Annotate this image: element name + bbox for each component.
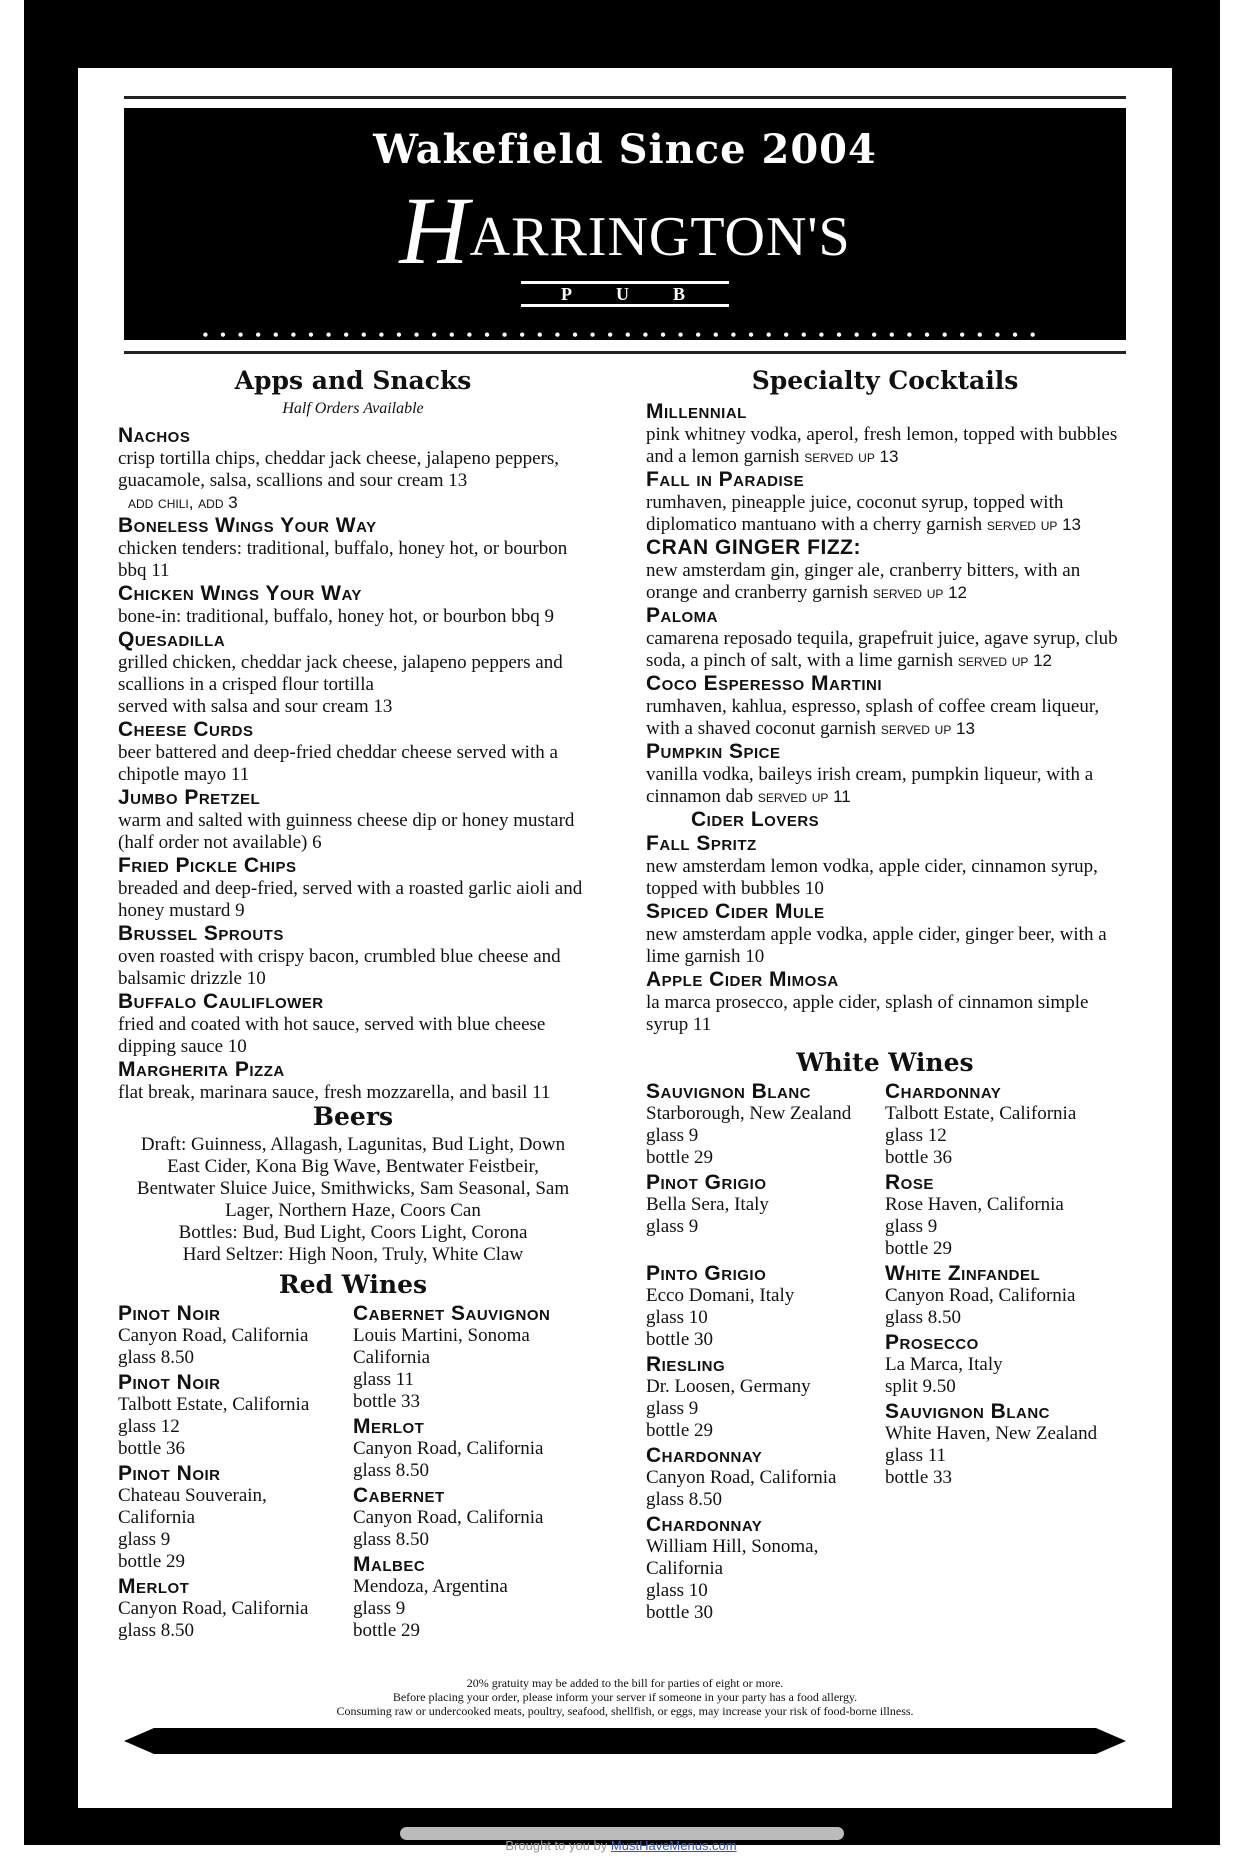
wine-name: Pinto Grigio: [646, 1262, 767, 1285]
apps-subtitle: Half Orders Available: [282, 400, 424, 417]
wine-detail: glass 9: [646, 1398, 699, 1419]
beers-bottles: Bottles: Bud, Bud Light, Coors Light, Corona: [178, 1222, 528, 1243]
wine-detail: La Marca, Italy: [885, 1354, 1003, 1375]
cocktail-name: Fall in Paradise: [646, 468, 805, 491]
wine-detail: bottle 30: [646, 1602, 714, 1623]
left-column: [118, 366, 588, 1644]
menu-item: [118, 514, 588, 582]
item-name: Jumbo Pretzel: [118, 786, 261, 809]
white-wine-item: [646, 1513, 885, 1624]
cocktail-ingredients: new amsterdam gin, ginger ale, cranberry bitters, with an orange and cranberry garnish: [646, 560, 1081, 603]
wine-detail: glass 9: [353, 1598, 406, 1619]
menu-item: [118, 628, 588, 718]
food-safety-note: Consuming raw or undercooked meats, poultry, seafood, shellfish, or eggs, may increase your risk of food-borne illness.: [336, 1704, 914, 1718]
red-wines-left: [118, 1302, 353, 1644]
wine-detail: Rose Haven, California: [885, 1194, 1064, 1215]
cocktail-item: [646, 468, 1124, 536]
allergy-note: Before placing your order, please inform your server if someone in your party has a food allergy.: [392, 1690, 858, 1704]
wine-name: Riesling: [646, 1353, 726, 1376]
wine-name: Pinot Noir: [118, 1371, 221, 1394]
wine-name: Chardonnay: [646, 1513, 763, 1536]
cider-item: [646, 968, 1124, 1036]
menu-item: [118, 854, 588, 922]
item-description: beer battered and deep-fried cheddar cheese served with a chipotle mayo 11: [118, 742, 558, 785]
red-wine-item: [118, 1462, 353, 1573]
wine-detail: glass 8.50: [353, 1529, 429, 1550]
cocktail-description: [646, 628, 1124, 672]
wine-name: Malbec: [353, 1553, 426, 1576]
wine-name: Chardonnay: [885, 1080, 1002, 1103]
cocktail-description: [646, 492, 1124, 536]
wine-detail: glass 9: [118, 1529, 171, 1550]
item-description: fried and coated with hot sauce, served with blue cheese dipping sauce 10: [118, 1014, 546, 1057]
white-wine-item: [885, 1331, 1124, 1398]
wine-detail: glass 12: [885, 1125, 947, 1146]
banner-bottom-rule: [124, 351, 1126, 354]
item-description: chicken tenders: traditional, buffalo, honey hot, or bourbon bbq 11: [118, 538, 568, 581]
menu-item: [118, 582, 588, 628]
item-name: Buffalo Cauliflower: [118, 990, 324, 1013]
wine-detail: glass 8.50: [353, 1460, 429, 1481]
wine-detail: Starborough, New Zealand: [646, 1103, 852, 1124]
top-rule: [124, 96, 1126, 99]
white-wine-item: [646, 1444, 885, 1511]
cocktail-description: [646, 764, 1124, 808]
wine-detail: glass 12: [118, 1416, 180, 1437]
wine-detail: Canyon Road, California: [353, 1507, 544, 1528]
wine-detail: bottle 29: [646, 1147, 714, 1168]
wine-name: Rose: [885, 1171, 934, 1194]
cocktail-serving-price: served up 13: [804, 447, 899, 466]
menu-item: [118, 424, 588, 514]
item-name: Boneless Wings Your Way: [118, 514, 377, 537]
beers-seltzer: Hard Seltzer: High Noon, Truly, White Claw: [182, 1244, 524, 1265]
item-description: bone-in: traditional, buffalo, honey hot, or bourbon bbq 9: [118, 606, 555, 627]
cider-description: new amsterdam apple vodka, apple cider, ginger beer, with a lime garnish 10: [646, 924, 1107, 967]
wine-detail: California: [353, 1347, 431, 1368]
cocktail-ingredients: vanilla vodka, baileys irish cream, pumpkin liqueur, with a cinnamon dab: [646, 764, 1094, 807]
cocktail-ingredients: pink whitney vodka, aperol, fresh lemon, topped with bubbles and a lemon garnish: [646, 424, 1118, 467]
white-wine-item: [646, 1262, 885, 1351]
wine-name: White Zinfandel: [885, 1262, 1041, 1285]
wine-detail: glass 10: [646, 1580, 708, 1601]
cider-item: [646, 832, 1124, 900]
red-wine-item: [353, 1484, 588, 1551]
menu-item: [118, 990, 588, 1058]
cocktail-name: Pumpkin Spice: [646, 740, 781, 763]
item-name: Brussel Sprouts: [118, 922, 284, 945]
wine-name: Sauvignon Blanc: [646, 1080, 812, 1103]
cocktail-serving-price: served up 12: [872, 583, 967, 602]
item-name: Cheese Curds: [118, 718, 254, 741]
wine-detail: glass 10: [646, 1307, 708, 1328]
red-wine-item: [353, 1553, 588, 1642]
cocktail-name: Millennial: [646, 400, 747, 423]
white-wine-item: [885, 1080, 1124, 1169]
wine-detail: bottle 33: [885, 1467, 953, 1488]
logo: [124, 177, 1126, 284]
wine-detail: Ecco Domani, Italy: [646, 1285, 795, 1306]
logo-initial: H: [399, 177, 470, 284]
wine-detail: California: [118, 1507, 196, 1528]
credit-prefix: Brought to you by: [505, 1838, 608, 1853]
cocktail-list: [646, 400, 1124, 808]
wine-detail: Talbott Estate, California: [118, 1394, 310, 1415]
cider-heading: Cider Lovers: [691, 808, 820, 831]
wine-detail: glass 8.50: [118, 1620, 194, 1641]
cider-description: new amsterdam lemon vodka, apple cider, cinnamon syrup, topped with bubbles 10: [646, 856, 1098, 899]
wine-detail: bottle 29: [885, 1238, 953, 1259]
red-wine-item: [353, 1415, 588, 1482]
cocktail-item: [646, 536, 1124, 604]
cider-name: Apple Cider Mimosa: [646, 968, 839, 991]
wine-name: Cabernet Sauvignon: [353, 1302, 551, 1325]
logo-name: ARRINGTON'S: [469, 206, 851, 268]
wine-name: Merlot: [118, 1575, 190, 1598]
wine-detail: Louis Martini, Sonoma: [353, 1325, 530, 1346]
menu-item: [118, 786, 588, 854]
item-description: grilled chicken, cheddar jack cheese, jalapeno peppers and scallions in a crisped flour tortilla: [118, 652, 563, 695]
cocktail-serving-price: served up 12: [957, 651, 1053, 670]
item-addon: add chili, add 3: [128, 493, 238, 512]
wine-detail: bottle 29: [118, 1551, 186, 1572]
white-wines-title: White Wines: [796, 1048, 974, 1077]
wine-name: Pinot Noir: [118, 1462, 221, 1485]
cocktail-description: [646, 560, 1124, 604]
footer-notes: [124, 1676, 1126, 1718]
wine-detail: glass 8.50: [646, 1489, 722, 1510]
white-wines-grid: [646, 1080, 1124, 1626]
wine-detail: Canyon Road, California: [118, 1325, 309, 1346]
beers-draft: Draft: Guinness, Allagash, Lagunitas, Bud Light, Down East Cider, Kona Big Wave, Bentwater Feistbeir, Bentwater Sluice Juice, Smithwicks, Sam Seasonal, Sam Lager, Northern Haze, Coors Can: [136, 1134, 570, 1221]
wine-detail: Chateau Souverain,: [118, 1485, 267, 1506]
cider-item: [646, 900, 1124, 968]
white-wine-item: [646, 1171, 885, 1238]
white-wines-left: [646, 1080, 885, 1626]
menu-item: [118, 1058, 588, 1104]
wine-detail: glass 8.50: [885, 1307, 961, 1328]
item-name: Chicken Wings Your Way: [118, 582, 362, 605]
cider-name: Fall Spritz: [646, 832, 757, 855]
wine-detail: bottle 33: [353, 1391, 421, 1412]
item-name: Margherita Pizza: [118, 1058, 285, 1081]
wine-detail: Bella Sera, Italy: [646, 1194, 769, 1215]
wine-detail: Talbott Estate, California: [885, 1103, 1077, 1124]
right-column: [646, 366, 1124, 1626]
wine-name: Merlot: [353, 1415, 425, 1438]
red-wine-item: [118, 1575, 353, 1642]
cocktail-description: [646, 696, 1124, 740]
wine-name: Pinot Noir: [118, 1302, 221, 1325]
cocktail-item: [646, 400, 1124, 468]
logo-subtitle: PUB: [521, 281, 729, 307]
wine-detail: bottle 36: [885, 1147, 953, 1168]
cocktail-name: Coco Esperesso Martini: [646, 672, 883, 695]
wine-detail: Canyon Road, California: [118, 1598, 309, 1619]
item-name: Fried Pickle Chips: [118, 854, 297, 877]
cocktail-serving-price: served up 13: [986, 515, 1082, 534]
red-wine-item: [353, 1302, 588, 1413]
red-wine-item: [118, 1371, 353, 1460]
wine-detail: Dr. Loosen, Germany: [646, 1376, 811, 1397]
wine-detail: bottle 36: [118, 1438, 186, 1459]
cocktail-serving-price: served up 11: [757, 787, 851, 806]
wine-detail: glass 11: [885, 1445, 947, 1466]
item-description-extra: served with salsa and sour cream 13: [118, 696, 393, 717]
cocktails-title: Specialty Cocktails: [751, 366, 1019, 395]
cocktail-serving-price: served up 13: [880, 719, 975, 738]
wine-name: Prosecco: [885, 1331, 979, 1354]
item-description: crisp tortilla chips, cheddar jack cheese, jalapeno peppers, guacamole, salsa, scallions and sour cream 13: [118, 448, 560, 491]
wine-detail: California: [646, 1558, 724, 1579]
credit-line: [0, 1838, 1242, 1853]
wine-name: Chardonnay: [646, 1444, 763, 1467]
item-name: Quesadilla: [118, 628, 226, 651]
apps-title: Apps and Snacks: [234, 366, 472, 395]
cocktail-ingredients: rumhaven, pineapple juice, coconut syrup, topped with diplomatico mantuano with a cherry garnish: [646, 492, 1064, 535]
menu-item: [118, 718, 588, 786]
cocktail-name: Paloma: [646, 604, 718, 627]
wine-detail: bottle 29: [353, 1620, 421, 1641]
cocktail-description: [646, 424, 1124, 468]
apps-list: [118, 424, 588, 1104]
wine-detail: split 9.50: [885, 1376, 956, 1397]
item-description: warm and salted with guinness cheese dip or honey mustard (half order not available) 6: [118, 810, 575, 853]
gratuity-note: 20% gratuity may be added to the bill for parties of eight or more.: [466, 1676, 784, 1690]
red-wines-grid: [118, 1302, 588, 1644]
wine-detail: White Haven, New Zealand: [885, 1423, 1098, 1444]
wine-detail: bottle 30: [646, 1329, 714, 1350]
white-wines-right: [885, 1080, 1124, 1626]
white-wine-item: [885, 1171, 1124, 1260]
wine-detail: Canyon Road, California: [646, 1467, 837, 1488]
wine-detail: William Hill, Sonoma,: [646, 1536, 819, 1557]
wine-detail: glass 8.50: [118, 1347, 194, 1368]
wine-name: Pinot Grigio: [646, 1171, 767, 1194]
white-wine-item: [646, 1080, 885, 1169]
item-description: breaded and deep-fried, served with a roasted garlic aioli and honey mustard 9: [118, 878, 583, 921]
item-description: oven roasted with crispy bacon, crumbled blue cheese and balsamic drizzle 10: [118, 946, 561, 989]
menu-item: [118, 922, 588, 990]
bottom-ornament-bar: [124, 1726, 1126, 1756]
wine-detail: bottle 29: [646, 1420, 714, 1441]
wine-name: Cabernet: [353, 1484, 445, 1507]
wine-detail: Canyon Road, California: [885, 1285, 1076, 1306]
wine-detail: Mendoza, Argentina: [353, 1576, 508, 1597]
wine-detail: glass 9: [885, 1216, 938, 1237]
white-wine-item: [885, 1262, 1124, 1329]
wine-detail: Canyon Road, California: [353, 1438, 544, 1459]
cocktail-ingredients: rumhaven, kahlua, espresso, splash of coffee cream liqueur, with a shaved coconut garnish: [646, 696, 1100, 739]
header-banner: [124, 108, 1126, 344]
wine-detail: glass 9: [646, 1125, 699, 1146]
item-description: flat break, marinara sauce, fresh mozzarella, and basil 11: [118, 1082, 551, 1103]
red-wines-right: [353, 1302, 588, 1644]
tagline: Wakefield Since 2004: [373, 126, 877, 173]
red-wines-title: Red Wines: [278, 1270, 428, 1299]
cocktail-ingredients: camarena reposado tequila, grapefruit juice, agave syrup, club soda, a pinch of salt, with a lime garnish: [646, 628, 1118, 671]
cider-description: la marca prosecco, apple cider, splash of cinnamon simple syrup 11: [646, 992, 1089, 1035]
white-wine-item: [646, 1353, 885, 1442]
cocktail-item: [646, 604, 1124, 672]
beers-title: Beers: [312, 1102, 394, 1131]
item-name: Nachos: [118, 424, 191, 447]
red-wine-item: [118, 1302, 353, 1369]
cider-name: Spiced Cider Mule: [646, 900, 825, 923]
cocktail-item: [646, 740, 1124, 808]
wine-name: Sauvignon Blanc: [885, 1400, 1051, 1423]
credit-link[interactable]: MustHaveMenus.com: [610, 1838, 737, 1853]
wine-detail: glass 9: [646, 1216, 699, 1237]
dotted-divider: ••••••••••••••••••••••••••••••••••••••••••••••••: [202, 327, 1048, 344]
wine-detail: glass 11: [353, 1369, 415, 1390]
cider-list: [646, 832, 1124, 1036]
cocktail-name: CRAN GINGER FIZZ:: [646, 536, 861, 559]
white-wine-item: [885, 1400, 1124, 1489]
cocktail-item: [646, 672, 1124, 740]
